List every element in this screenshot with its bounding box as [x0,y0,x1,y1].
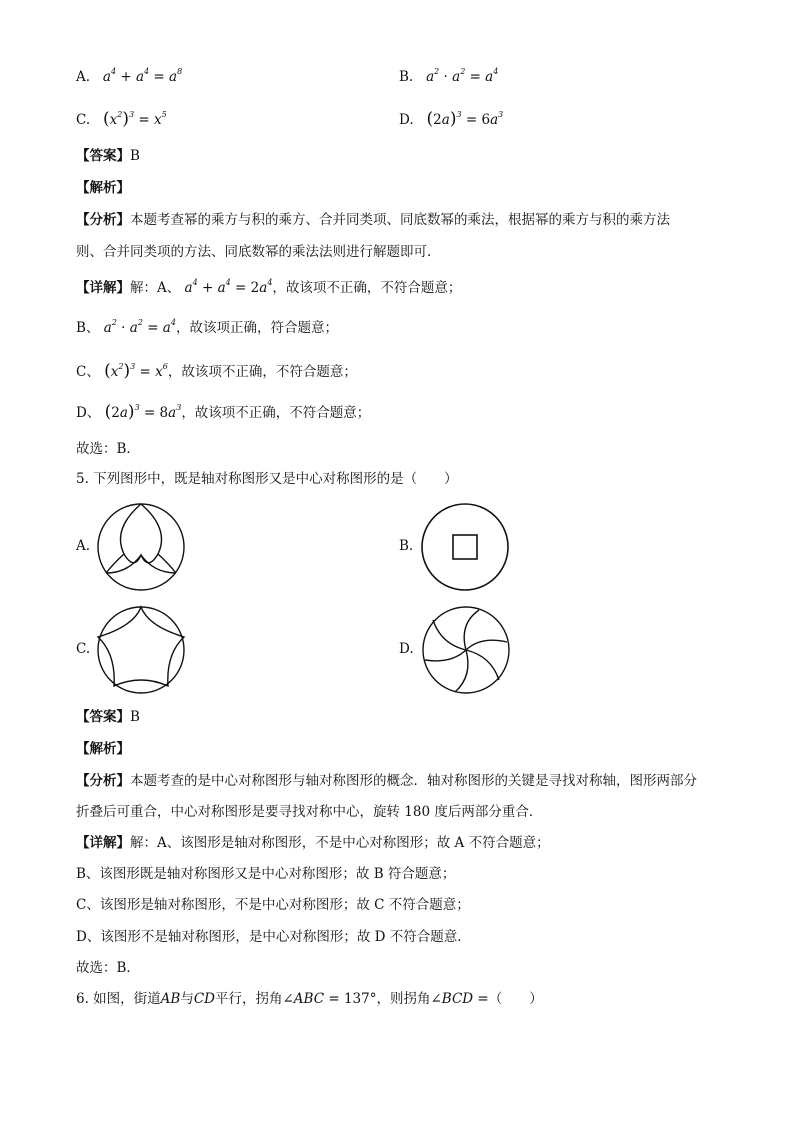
detail-suffix: ，故该项不正确，不符合题意； [272,280,462,296]
analysis-text: 本题考查的是中心对称图形与轴对称图形的概念．轴对称图形的关键是寻找对称轴，图形两部分 [130,773,697,789]
math-expression: $(2a)^3 = 6a^3$ [426,109,504,129]
answer-value: B [130,148,140,164]
q5-stem: 5. 下列图形中，既是轴对称图形又是中心对称图形的是（ ） [76,471,458,487]
option-label: B. [399,69,414,85]
q4-option-c [76,110,167,129]
q6-text: 与 [180,991,194,1007]
q6-stem [76,990,543,1008]
math-expression: $a^4 + a^4 = 2a^4$ [184,277,273,296]
detail-prefix: D、 [76,405,101,421]
analysis2-line-2: 折叠后可重合，中心对称图形是要寻找对称中心，旋转 180 度后两部分重合． [76,804,543,820]
detail-suffix: ，故该项不正确，不符合题意； [181,405,371,421]
q6-text: 平行，拐角 [215,991,283,1007]
conclusion: 故选：B． [76,441,140,457]
analysis-tag: 【分析】 [76,212,130,228]
q6-math: ∠ABC [282,991,325,1007]
detail-text: 解：A、该图形是轴对称图形，不是中心对称图形；故 A 不符合题意； [130,835,550,851]
analysis2-line-1 [76,772,697,790]
answer-tag: 【答案】 [76,148,130,164]
detail-line-b [76,319,338,337]
detail2-line-4: D、该图形不是轴对称图形，是中心对称图形；故 D 不符合题意． [76,929,471,945]
option-label: C. [76,112,91,128]
detail-prefix: C、 [76,364,100,380]
detail-suffix: ，故该项正确，符合题意； [175,320,338,336]
answer-value: B [130,709,140,725]
detail-tag: 【详解】 [76,835,130,851]
q5-option-c-label: C. [76,641,91,657]
math-expression: $a^2 \cdot a^2 = a^4$ [103,317,176,336]
q6-math: AB [160,991,181,1007]
q6-math: ∠BCD [430,991,474,1007]
option-label: A. [76,69,91,85]
q6-text: = 137° [324,991,377,1007]
figure-b-square-in-circle [419,501,511,593]
detail-tag: 【详解】 [76,280,130,296]
analysis-title-2: 【解析】 [76,741,130,757]
figure-d-swirl-circle [419,604,513,696]
detail2-line-2: B、该图形既是轴对称图形又是中心对称图形；故 B 符合题意； [76,866,456,882]
detail2-line-3: C、该图形是轴对称图形，不是中心对称图形；故 C 不符合题意； [76,897,470,913]
analysis-text: 本题考查幂的乘方与积的乘方、合并同类项、同底数幂的乘法，根据幂的乘方与积的乘方法 [130,212,670,228]
figure-c-pentagon-star-in-circle [94,604,188,696]
detail-prefix: 解：A、 [130,280,181,296]
q4-option-d [399,110,503,129]
answer-tag: 【答案】 [76,709,130,725]
q4-option-a [76,68,182,86]
analysis-title: 【解析】 [76,180,130,196]
option-label: D. [399,112,414,128]
q4-option-b [399,68,498,86]
analysis-tag: 【分析】 [76,773,130,789]
math-expression: $(2a)^3 = 8a^3$ [104,402,182,422]
q5-option-a-label: A. [76,538,91,554]
analysis-line-2: 则、合并同类项的方法、同底数幂的乘法法则进行解题即可． [76,244,441,260]
answer-line [76,147,140,165]
q6-text: ，则拐角 [376,991,431,1007]
math-expression: $a^4 + a^4 = a^8$ [94,66,183,85]
detail-line-d [76,403,370,422]
q6-math: CD [193,991,215,1007]
figure-a-three-arc-circle [94,501,188,593]
q6-text: =（ ） [473,991,543,1007]
detail-suffix: ，故该项不正确，不符合题意； [167,364,357,380]
detail-line-c [76,362,357,381]
q5-option-d-label: D. [399,641,414,657]
detail-line-a [76,279,461,297]
conclusion-2: 故选：B． [76,960,140,976]
detail2-line-1 [76,834,550,852]
q6-text: 6. 如图，街道 [76,991,161,1007]
math-expression: $(x^2)^3 = x^5$ [103,109,167,129]
q5-option-b-label: B. [399,538,414,554]
math-expression: $a^2 \cdot a^2 = a^4$ [417,66,499,85]
detail-prefix: B、 [76,320,100,336]
analysis-line-1 [76,211,670,229]
answer-line-2 [76,708,140,726]
math-expression: $(x^2)^3 = x^6$ [104,361,168,381]
